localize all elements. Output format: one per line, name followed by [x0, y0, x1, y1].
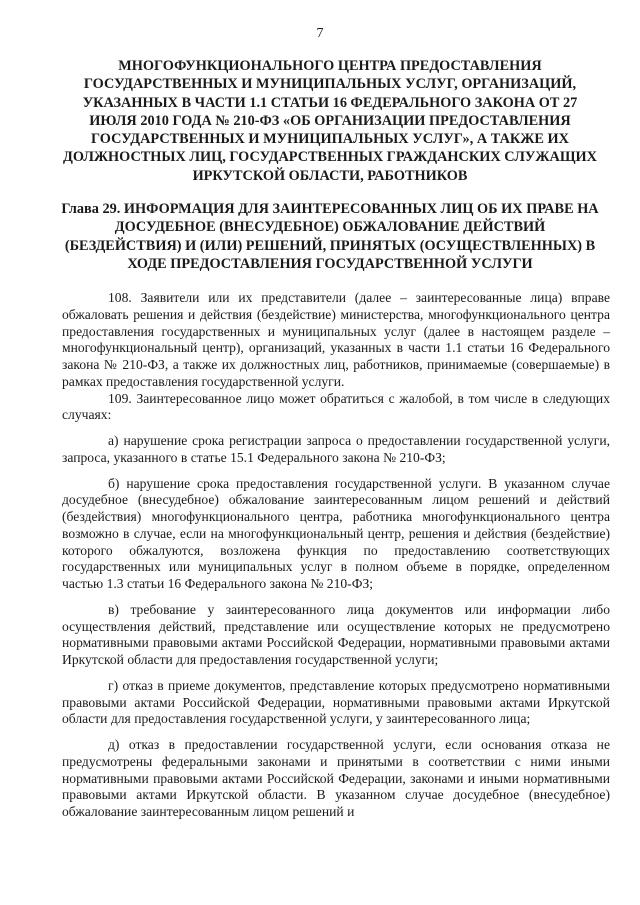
chapter-heading: Глава 29. ИНФОРМАЦИЯ ДЛЯ ЗАИНТЕРЕСОВАННЫХ ЛИЦ ОБ ИХ ПРАВЕ НА ДОСУДЕБНОЕ (ВНЕСУДЕБНОЕ) ОБЖАЛОВАНИЕ ДЕЙСТВИЙ (БЕЗДЕЙСТВИЯ) И (ИЛИ) РЕШЕНИЙ, ПРИНЯТЫХ (ОСУЩЕСТВЛЕННЫХ) В ХОДЕ ПРЕДОСТАВЛЕНИЯ ГОСУДАРСТВЕННОЙ УСЛУГИ	[61, 201, 599, 272]
list-item-g: г) отказ в приеме документов, представление которых предусмотрено нормативными правовыми актами Российской Федерации, нормативными правовыми актами Иркутской области для предоставления государственной услуги, у заинтересованного лица;	[62, 677, 610, 727]
list-item-a: а) нарушение срока регистрации запроса о предоставлении государственной услуги, запроса, указанного в статье 15.1 Федерального закона № 210-ФЗ;	[62, 433, 610, 465]
list-item-d: д) отказ в предоставлении государственной услуги, если основания отказа не предусмотрены федеральными законами и принятыми в соответствии с ними иными нормативными правовыми актами Российской Федерации, законами и иными нормативными правовыми актами Иркутской области. В указанном случае досудебное (внесудебное) обжалование заинтересованным лицом решений и	[62, 737, 610, 819]
list-item-v: в) требование у заинтересованного лица документов или информации либо осуществления действий, представление или осуществление которых не предусмотрено нормативными правовыми актами Российской Федерации, нормативными правовыми актами Иркутской области для предоставления государственной услуги;	[62, 601, 610, 667]
paragraph-109: 109. Заинтересованное лицо может обратиться с жалобой, в том числе в следующих случаях:	[62, 390, 610, 423]
section-heading: МНОГОФУНКЦИОНАЛЬНОГО ЦЕНТРА ПРЕДОСТАВЛЕНИЯ ГОСУДАРСТВЕННЫХ И МУНИЦИПАЛЬНЫХ УСЛУГ, ОРГАНИЗАЦИЙ, УКАЗАННЫХ В ЧАСТИ 1.1 СТАТЬИ 16 ФЕДЕРАЛЬНОГО ЗАКОНА ОТ 27 ИЮЛЯ 2010 ГОДА № 210-ФЗ «ОБ ОРГАНИЗАЦИИ ПРЕДОСТАВЛЕНИЯ ГОСУДАРСТВЕННЫХ И МУНИЦИПАЛЬНЫХ УСЛУГ», А ТАКЖЕ ИХ ДОЛЖНОСТНЫХ ЛИЦ, ГОСУДАРСТВЕННЫХ ГРАЖДАНСКИХ СЛУЖАЩИХ ИРКУТСКОЙ ОБЛАСТИ, РАБОТНИКОВ	[63, 58, 597, 184]
page-number: 7	[316, 26, 324, 41]
paragraph-108: 108. Заявители или их представители (далее – заинтересованные лица) вправе обжаловать решения и действия (бездействие) министерства, многофункционального центра предоставления государственных и муниципальных услуг (далее в настоящем разделе – многофункциональный центр), организаций, указанных в части 1.1 статьи 16 Федерального закона № 210-ФЗ, а также их должностных лиц, работников, принимаемые (совершаемые) в рамках предоставления государственной услуги.	[62, 290, 610, 389]
list-item-b: б) нарушение срока предоставления государственной услуги. В указанном случае досудебное (внесудебное) обжалование заинтересованным лицом решений и действий (бездействия) многофункционального центра, работника многофункционального центра возможно в случае, если на многофункциональный центр, решения и действия (бездействие) которого обжалуются, возложена функция по предоставлению соответствующих государственных или муниципальных услуг в полном объеме в порядке, определенном частью 1.3 статьи 16 Федерального закона № 210-ФЗ;	[62, 475, 610, 591]
document-body	[62, 290, 610, 821]
